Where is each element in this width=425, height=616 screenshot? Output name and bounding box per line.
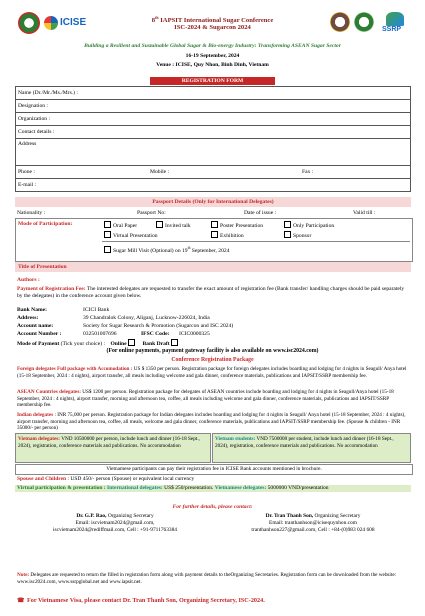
vietnam-note: Vietnamese participants can pay their registration fee in ICISE Bank accounts mentioned in brochure. — [15, 464, 413, 475]
title-sup: th — [155, 15, 159, 20]
mobile-label: Mobile : — [150, 168, 170, 175]
contact-field[interactable] — [16, 126, 411, 139]
account-number-value: 032501007696 — [83, 331, 117, 337]
online-label: Online — [110, 341, 127, 347]
left-contact-role: Organizing Secretary — [106, 513, 154, 519]
spouse-label: Spouse and Children — [17, 476, 67, 482]
email-label: E-mail : — [18, 181, 37, 188]
conference-subtitle: Building a Resilient and Sustainable Global Sugar & Bio-energy Industry: Transforming ASEAN Sugar Sector — [84, 43, 341, 49]
bank-name-value: ICICI Bank — [83, 307, 110, 313]
conference-dates: 16-19 September, 2024 — [185, 53, 240, 59]
visa-footer — [17, 597, 409, 605]
checkbox-icon — [171, 339, 178, 346]
presentation-title-field[interactable] — [15, 262, 411, 272]
designation-field[interactable] — [16, 100, 411, 113]
option-label: Exhibition — [220, 233, 244, 239]
payment-paragraph — [17, 286, 409, 300]
checkbox-icon — [211, 221, 218, 228]
foreign-text: US $ 1350 per person. Registration package for foreign delegates includes boarding and lodging for 4 nights in Seagull/ Anya hotel (15-18 September, 2024 : 4 nights), airport transfer, all meals including welcome and gala dinner, conference materials, publications and IAPSIT/SSRP membership fee. — [17, 366, 407, 379]
virtual-viet-label: Vietnamese delegates: — [214, 485, 267, 491]
option-exhibition[interactable] — [211, 231, 244, 240]
contact-label: Contact details : — [18, 128, 55, 135]
contact-right — [218, 513, 408, 533]
right-contact-name: Dr. Tran Thanh Son, — [265, 513, 314, 519]
account-number-label: Account Number : — [17, 331, 62, 337]
option-poster[interactable] — [211, 221, 263, 230]
fax-label: Fax : — [302, 168, 314, 175]
authors-field[interactable] — [17, 277, 40, 284]
viet-delegates-text: VND 10500000 per person, include lunch and dinner (16-18 Sept., 2024), registration, conference materials and publications. No accommodation — [18, 436, 200, 449]
note-label: Note: — [17, 572, 30, 578]
virtual-intl-text: US$ 250/presentation. — [162, 485, 214, 491]
asean-package — [17, 389, 409, 409]
asean-text: US$ 1200 per person. Registration package for delegates of ASEAN countries include boarding and lodging for 4 nights in Seagull/Anya hotel (15-18 September, 2024 : 4 nights), airport transfer, morning and afternoon tea, coffee, all meals including welcome and gala dinner, conference materials, publications and IAPSIT/SSRP membership fee. — [17, 389, 394, 408]
option-virtual[interactable] — [104, 231, 158, 240]
bank-address-label: Address: — [17, 315, 39, 321]
organization-field[interactable] — [16, 113, 411, 126]
visa-footer-text: For Vietnamese Visa, please contact Dr. Tran Thanh Son, Organizing Secretary, ISC-2024. — [27, 597, 265, 604]
asean-label: ASEAN Countries delegates: — [17, 389, 81, 395]
mill-visit-label: Sugar Mill Visit (Optional) on 19 — [113, 248, 188, 254]
option-label: Invited talk — [165, 223, 191, 229]
checkbox-icon — [104, 246, 111, 253]
payment-mode-label: Mode of Payment — [17, 341, 60, 347]
ifsc-value: ICIC0000325 — [179, 331, 210, 337]
checkbox-icon — [156, 221, 163, 228]
passport-no-field[interactable]: Passport No: — [137, 210, 166, 216]
title-text: IAPSIT International Sugar Conference — [158, 17, 274, 25]
payment-draft-option[interactable] — [142, 341, 180, 347]
option-only-participation[interactable] — [284, 221, 334, 230]
mill-visit-sup: th — [187, 246, 191, 251]
option-sponsor[interactable] — [284, 231, 311, 240]
note-text: Delegates are requested to return the filled in registration form along with payment details to theOrganizing Secretaries. Registration form can be downloaded from the website: www.isc2024.com, www.ssrpglobal.net and www.iapsit.net. — [17, 572, 397, 585]
contact-title: For further details, please contact: — [172, 504, 253, 510]
ifsc-label: IFSC Code: — [141, 331, 170, 337]
spouse-text: : USD 450/- person (Spouse) or equivalent local currency — [66, 476, 195, 482]
participation-block — [15, 218, 413, 262]
payment-online-option[interactable] — [110, 341, 137, 347]
note-paragraph — [17, 572, 409, 585]
address-label: Address — [18, 141, 37, 147]
nationality-field[interactable]: Nationality : — [17, 210, 46, 216]
mill-visit-date: September, 2024 — [190, 248, 230, 254]
organization-label: Organization : — [18, 115, 51, 122]
passport-section-title: Passport Details (Only for International Delegates) — [15, 197, 411, 207]
registration-form-title: REGISTRATION FORM — [150, 77, 275, 85]
viet-students-label: Vietnam students: — [215, 436, 256, 442]
checkbox-icon — [211, 231, 218, 238]
valid-till-field[interactable]: Valid till : — [353, 210, 376, 216]
name-label: Name (Dr./Mr./Ms./Mrs.) : — [18, 89, 78, 96]
name-field[interactable] — [16, 87, 411, 100]
option-mill-visit[interactable] — [104, 246, 230, 255]
option-label: Virtual Presentation — [113, 233, 158, 239]
virtual-intl-label: International delegates: — [106, 485, 163, 491]
payment-text: The interested delegates are requested to transfer the exact amount of registration fee (Bank transfer/ handling charges should be paid separately by the delegates) in the conference account given below. — [17, 286, 405, 299]
vietnam-students-box — [212, 433, 411, 463]
fax-field[interactable] — [300, 166, 411, 179]
right-contact-email[interactable]: Email: tranthanhson@icisequynhon.com — [269, 519, 357, 526]
presentation-title-label: Title of Presentation — [18, 264, 67, 270]
conference-venue: Venue : ICISE, Quy Nhon, Binh Dinh, Vietnam — [156, 62, 269, 68]
designation-label: Designation : — [18, 102, 48, 109]
phone-label: Phone : — [18, 168, 35, 175]
title-number: 8 — [151, 17, 156, 25]
date-issue-field[interactable]: Date of issue : — [244, 210, 277, 216]
spouse-row — [17, 476, 409, 483]
virtual-label: Virtual participation & presentation : — [17, 485, 106, 491]
online-payment-note: (For online payments, payment gateway facility is also available on www.isc2024.com) — [106, 348, 319, 354]
participation-label: Mode of Participation: — [18, 221, 73, 227]
payment-mode-row — [17, 339, 180, 348]
personal-details-table — [15, 86, 411, 192]
checkbox-icon — [128, 339, 135, 346]
left-contact-email2[interactable]: iscvietnam2024@rediffmail.com, Cell : +91-9711763384 — [52, 526, 178, 533]
mobile-field[interactable] — [148, 166, 300, 179]
foreign-package — [17, 366, 409, 379]
vietnam-delegates-box — [15, 433, 211, 463]
checkbox-icon — [104, 231, 111, 238]
draft-label: Bank Draft — [142, 341, 170, 347]
option-label: Poster Presentation — [220, 223, 264, 229]
right-contact-role: Organizing Secretary — [313, 513, 361, 519]
package-title: Conference Registration Package — [171, 357, 254, 363]
left-contact-name: Dr. G.P. Rao, — [76, 513, 107, 519]
conference-title-line2: ISC-2024 & Sugarcon 2024 — [174, 24, 251, 31]
virtual-row — [15, 485, 411, 492]
left-contact-email[interactable]: Email: iscvietnam2024@gmail.com, — [75, 519, 155, 526]
option-invited-talk[interactable] — [156, 221, 191, 230]
option-label: Oral Paper — [113, 223, 138, 229]
account-name-label: Account name: — [17, 323, 54, 329]
ssrp-logo-text: SSRP — [382, 26, 402, 33]
indian-label: Indian delegates — [17, 412, 54, 418]
payment-mode-hint: (Tick your choice) : — [59, 341, 106, 347]
address-field[interactable] — [16, 139, 411, 166]
account-name-value: Society for Sugar Research & Promotion (Sugarcon and ISC 2024) — [83, 323, 234, 329]
payment-label: Payment of Registration Fee: — [17, 286, 86, 292]
indian-package — [17, 412, 409, 432]
option-label: Sponsor — [293, 233, 312, 239]
virtual-viet-text: 5000000 VND/presentation — [266, 485, 329, 491]
contact-left — [20, 513, 210, 533]
bank-name-label: Bank Name: — [17, 307, 47, 313]
right-contact-email2[interactable]: tranthanhson227@gmail.com, Cell : +84-(0)983 024 608 — [251, 526, 375, 533]
email-field[interactable] — [16, 179, 411, 192]
viet-delegates-label: Vietnam delegates: — [18, 436, 61, 442]
checkbox-icon — [284, 231, 291, 238]
indian-text: : INR 75,000 per person. Registration package for Indian delegates includes boarding and lodging for 4 nights in Seagull/ Anya hotel (15-18 September, 2024 : 4 nights), airport transfer, morning and afternoon tea, coffee, all meals, welcome and gala dinner, conference materials, publications and IAPSIT/SSRP membership fee. (Spouse & children - INR 35000/- per person) — [17, 412, 406, 431]
checkbox-icon — [104, 221, 111, 228]
icise-logo-text: ICISE — [60, 17, 87, 28]
authors-label: Authors : — [17, 277, 40, 283]
option-label: Only Participation — [293, 223, 335, 229]
option-oral-paper[interactable] — [104, 221, 137, 230]
phone-icon: ☎ — [17, 597, 25, 604]
bank-address-value: 39 Chandralok Colony, Aliganj, Lucknow-226024, India — [83, 315, 210, 321]
checkbox-icon — [284, 221, 291, 228]
phone-field[interactable] — [16, 166, 149, 179]
foreign-label: Foreign delegates Full package with Accomodation : — [17, 366, 133, 372]
viet-students-text: VND 7500000 per student, include lunch and dinner (16-18 Sept., 2024), registration, conference materials and publications. No accommodation — [215, 436, 394, 449]
